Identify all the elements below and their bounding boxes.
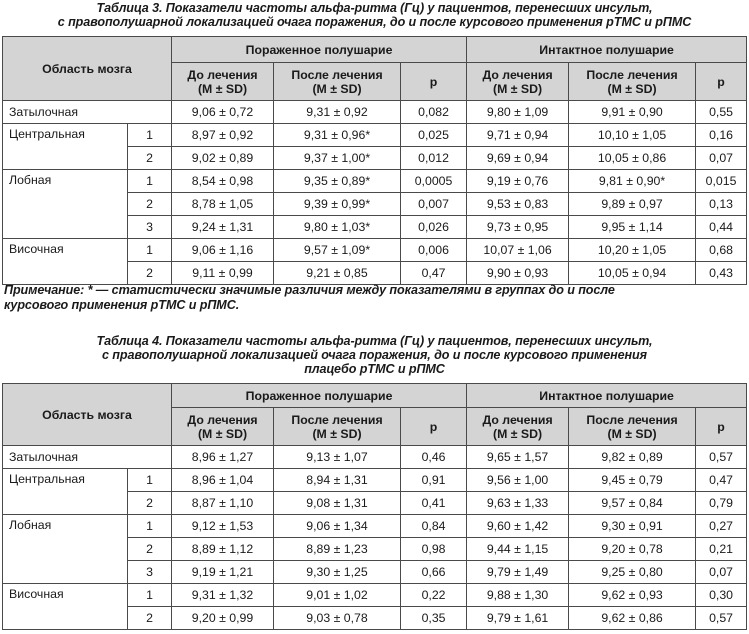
table-row (3, 101, 747, 124)
intact-after-cell: 9,20 ± 0,78 (569, 538, 696, 561)
affected-after-cell: 9,57 ± 1,09* (274, 239, 401, 262)
region-cell: Затылочная (3, 446, 172, 469)
affected-before-cell: 8,87 ± 1,10 (172, 492, 274, 515)
intact-before-cell: 9,53 ± 0,83 (467, 193, 569, 216)
header-affected-p: p (401, 408, 467, 446)
affected-p-cell: 0,46 (401, 446, 467, 469)
header-region: Область мозга (3, 37, 172, 101)
table3-note (4, 283, 744, 312)
table-row (3, 170, 747, 193)
intact-after-cell: 9,82 ± 0,89 (569, 446, 696, 469)
affected-p-cell: 0,006 (401, 239, 467, 262)
intact-p-cell: 0,68 (696, 239, 747, 262)
table4 (2, 383, 747, 630)
intact-before-cell: 9,19 ± 0,76 (467, 170, 569, 193)
affected-p-cell: 0,47 (401, 262, 467, 285)
region-cell: Височная (3, 239, 128, 285)
subregion-cell: 1 (128, 124, 172, 147)
intact-after-cell: 9,30 ± 0,91 (569, 515, 696, 538)
affected-before-cell: 8,97 ± 0,92 (172, 124, 274, 147)
affected-before-cell: 9,12 ± 1,53 (172, 515, 274, 538)
affected-before-cell: 8,78 ± 1,05 (172, 193, 274, 216)
intact-after-cell: 9,89 ± 0,97 (569, 193, 696, 216)
header-after-line1: После лечения (586, 412, 678, 427)
subregion-cell: 2 (128, 492, 172, 515)
region-cell: Затылочная (3, 101, 172, 124)
table3-caption-line2: с правополушарной локализацией очага поражения, до и после курсового применения рТМС и рПМС (57, 15, 692, 29)
intact-p-cell: 0,30 (696, 584, 747, 607)
intact-before-cell: 9,73 ± 0,95 (467, 216, 569, 239)
table-row (3, 124, 747, 147)
intact-after-cell: 9,25 ± 0,80 (569, 561, 696, 584)
intact-p-cell: 0,21 (696, 538, 747, 561)
affected-before-cell: 9,20 ± 0,99 (172, 607, 274, 630)
header-intact-p: p (696, 63, 747, 101)
header-affected-after (274, 63, 401, 101)
intact-p-cell: 0,57 (696, 446, 747, 469)
affected-p-cell: 0,66 (401, 561, 467, 584)
intact-p-cell: 0,44 (696, 216, 747, 239)
intact-before-cell: 9,44 ± 1,15 (467, 538, 569, 561)
intact-before-cell: 9,80 ± 1,09 (467, 101, 569, 124)
intact-after-cell: 10,20 ± 1,05 (569, 239, 696, 262)
header-before-line2: (M ± SD) (197, 426, 248, 441)
table-row (3, 239, 747, 262)
intact-p-cell: 0,79 (696, 492, 747, 515)
header-affected-before (172, 63, 274, 101)
intact-p-cell: 0,55 (696, 101, 747, 124)
header-after-line2: (M ± SD) (312, 81, 362, 96)
affected-before-cell: 8,96 ± 1,04 (172, 469, 274, 492)
header-intact-p: p (696, 408, 747, 446)
header-affected-p: p (401, 63, 467, 101)
header-before-line2: (M ± SD) (197, 81, 248, 96)
subregion-cell: 2 (128, 607, 172, 630)
table4-caption-line3: плацебо рТМС и рПМС (304, 362, 445, 376)
intact-after-cell: 9,57 ± 0,84 (569, 492, 696, 515)
table-row (3, 469, 747, 492)
affected-before-cell: 9,19 ± 1,21 (172, 561, 274, 584)
intact-before-cell: 9,88 ± 1,30 (467, 584, 569, 607)
affected-after-cell: 9,39 ± 0,99* (274, 193, 401, 216)
intact-after-cell: 9,62 ± 0,93 (569, 584, 696, 607)
header-after-line2: (M ± SD) (607, 426, 657, 441)
affected-after-cell: 9,37 ± 1,00* (274, 147, 401, 170)
header-before-line2: (M ± SD) (492, 81, 543, 96)
table-row (3, 446, 747, 469)
table4-caption (0, 334, 749, 376)
affected-before-cell: 8,54 ± 0,98 (172, 170, 274, 193)
header-before-line1: До лечения (482, 67, 553, 82)
table3 (2, 36, 747, 285)
header-affected-before (172, 408, 274, 446)
region-cell: Центральная (3, 469, 128, 515)
subregion-cell: 2 (128, 538, 172, 561)
header-intact-before (467, 408, 569, 446)
intact-p-cell: 0,43 (696, 262, 747, 285)
header-affected-hemisphere: Пораженное полушарие (172, 37, 467, 63)
affected-after-cell: 9,08 ± 1,31 (274, 492, 401, 515)
intact-p-cell: 0,27 (696, 515, 747, 538)
intact-after-cell: 10,05 ± 0,86 (569, 147, 696, 170)
intact-before-cell: 9,60 ± 1,42 (467, 515, 569, 538)
header-before-line1: До лечения (187, 67, 258, 82)
intact-before-cell: 9,71 ± 0,94 (467, 124, 569, 147)
region-cell: Лобная (3, 170, 128, 239)
intact-before-cell: 9,79 ± 1,49 (467, 561, 569, 584)
header-affected-after (274, 408, 401, 446)
region-cell: Центральная (3, 124, 128, 170)
subregion-cell: 2 (128, 193, 172, 216)
table4-caption-line2: с правополушарной локализацией очага поражения, до и после курсового применения (102, 348, 647, 362)
affected-p-cell: 0,026 (401, 216, 467, 239)
subregion-cell: 1 (128, 584, 172, 607)
header-before-line1: До лечения (187, 412, 258, 427)
intact-after-cell: 10,05 ± 0,94 (569, 262, 696, 285)
header-affected-hemisphere: Пораженное полушарие (172, 384, 467, 408)
table3-caption-line1: Таблица 3. Показатели частоты альфа-ритма (Гц) у пациентов, перенесших инсульт, (96, 1, 653, 15)
affected-p-cell: 0,91 (401, 469, 467, 492)
header-after-line1: После лечения (291, 412, 383, 427)
intact-p-cell: 0,47 (696, 469, 747, 492)
header-region: Область мозга (3, 384, 172, 446)
affected-p-cell: 0,35 (401, 607, 467, 630)
affected-after-cell: 8,94 ± 1,31 (274, 469, 401, 492)
intact-before-cell: 9,63 ± 1,33 (467, 492, 569, 515)
intact-after-cell: 10,10 ± 1,05 (569, 124, 696, 147)
affected-p-cell: 0,007 (401, 193, 467, 216)
affected-p-cell: 0,025 (401, 124, 467, 147)
note-line2: курсового применения рТМС и рПМС. (4, 297, 240, 312)
intact-before-cell: 9,79 ± 1,61 (467, 607, 569, 630)
intact-before-cell: 9,65 ± 1,57 (467, 446, 569, 469)
subregion-cell: 2 (128, 147, 172, 170)
affected-after-cell: 9,35 ± 0,89* (274, 170, 401, 193)
affected-before-cell: 9,02 ± 0,89 (172, 147, 274, 170)
intact-before-cell: 9,56 ± 1,00 (467, 469, 569, 492)
header-intact-hemisphere: Интактное полушарие (467, 384, 747, 408)
intact-p-cell: 0,07 (696, 147, 747, 170)
header-before-line1: До лечения (482, 412, 553, 427)
header-after-line2: (M ± SD) (607, 81, 657, 96)
affected-p-cell: 0,22 (401, 584, 467, 607)
affected-after-cell: 9,30 ± 1,25 (274, 561, 401, 584)
table-row (3, 515, 747, 538)
header-intact-after (569, 408, 696, 446)
affected-after-cell: 9,13 ± 1,07 (274, 446, 401, 469)
affected-p-cell: 0,082 (401, 101, 467, 124)
affected-after-cell: 9,21 ± 0,85 (274, 262, 401, 285)
intact-after-cell: 9,91 ± 0,90 (569, 101, 696, 124)
header-after-line1: После лечения (586, 67, 678, 82)
intact-p-cell: 0,015 (696, 170, 747, 193)
affected-p-cell: 0,84 (401, 515, 467, 538)
subregion-cell: 1 (128, 515, 172, 538)
subregion-cell: 3 (128, 561, 172, 584)
intact-after-cell: 9,62 ± 0,86 (569, 607, 696, 630)
affected-after-cell: 9,06 ± 1,34 (274, 515, 401, 538)
header-intact-hemisphere: Интактное полушарие (467, 37, 747, 63)
table4-caption-line1: Таблица 4. Показатели частоты альфа-ритма (Гц) у пациентов, перенесших инсульт, (96, 334, 653, 348)
affected-before-cell: 9,06 ± 1,16 (172, 239, 274, 262)
affected-after-cell: 9,31 ± 0,96* (274, 124, 401, 147)
header-intact-before (467, 63, 569, 101)
header-after-line1: После лечения (291, 67, 383, 82)
region-cell: Височная (3, 584, 128, 630)
subregion-cell: 1 (128, 239, 172, 262)
header-intact-after (569, 63, 696, 101)
affected-after-cell: 9,80 ± 1,03* (274, 216, 401, 239)
affected-p-cell: 0,98 (401, 538, 467, 561)
intact-after-cell: 9,81 ± 0,90* (569, 170, 696, 193)
affected-before-cell: 8,89 ± 1,12 (172, 538, 274, 561)
affected-before-cell: 9,24 ± 1,31 (172, 216, 274, 239)
intact-before-cell: 10,07 ± 1,06 (467, 239, 569, 262)
intact-before-cell: 9,90 ± 0,93 (467, 262, 569, 285)
region-cell: Лобная (3, 515, 128, 584)
affected-p-cell: 0,0005 (401, 170, 467, 193)
table-row (3, 584, 747, 607)
intact-after-cell: 9,45 ± 0,79 (569, 469, 696, 492)
intact-before-cell: 9,69 ± 0,94 (467, 147, 569, 170)
intact-after-cell: 9,95 ± 1,14 (569, 216, 696, 239)
affected-p-cell: 0,012 (401, 147, 467, 170)
affected-after-cell: 8,89 ± 1,23 (274, 538, 401, 561)
note-line1: Примечание: * — статистически значимые различия между показателями в группах до и после (4, 283, 615, 297)
affected-before-cell: 9,11 ± 0,99 (172, 262, 274, 285)
intact-p-cell: 0,57 (696, 607, 747, 630)
affected-before-cell: 9,06 ± 0,72 (172, 101, 274, 124)
affected-after-cell: 9,01 ± 1,02 (274, 584, 401, 607)
table3-caption (0, 1, 749, 29)
affected-before-cell: 8,96 ± 1,27 (172, 446, 274, 469)
subregion-cell: 2 (128, 262, 172, 285)
affected-before-cell: 9,31 ± 1,32 (172, 584, 274, 607)
header-before-line2: (M ± SD) (492, 426, 543, 441)
subregion-cell: 1 (128, 170, 172, 193)
affected-p-cell: 0,41 (401, 492, 467, 515)
affected-after-cell: 9,03 ± 0,78 (274, 607, 401, 630)
intact-p-cell: 0,16 (696, 124, 747, 147)
intact-p-cell: 0,13 (696, 193, 747, 216)
subregion-cell: 1 (128, 469, 172, 492)
affected-after-cell: 9,31 ± 0,92 (274, 101, 401, 124)
subregion-cell: 3 (128, 216, 172, 239)
header-after-line2: (M ± SD) (312, 426, 362, 441)
intact-p-cell: 0,07 (696, 561, 747, 584)
